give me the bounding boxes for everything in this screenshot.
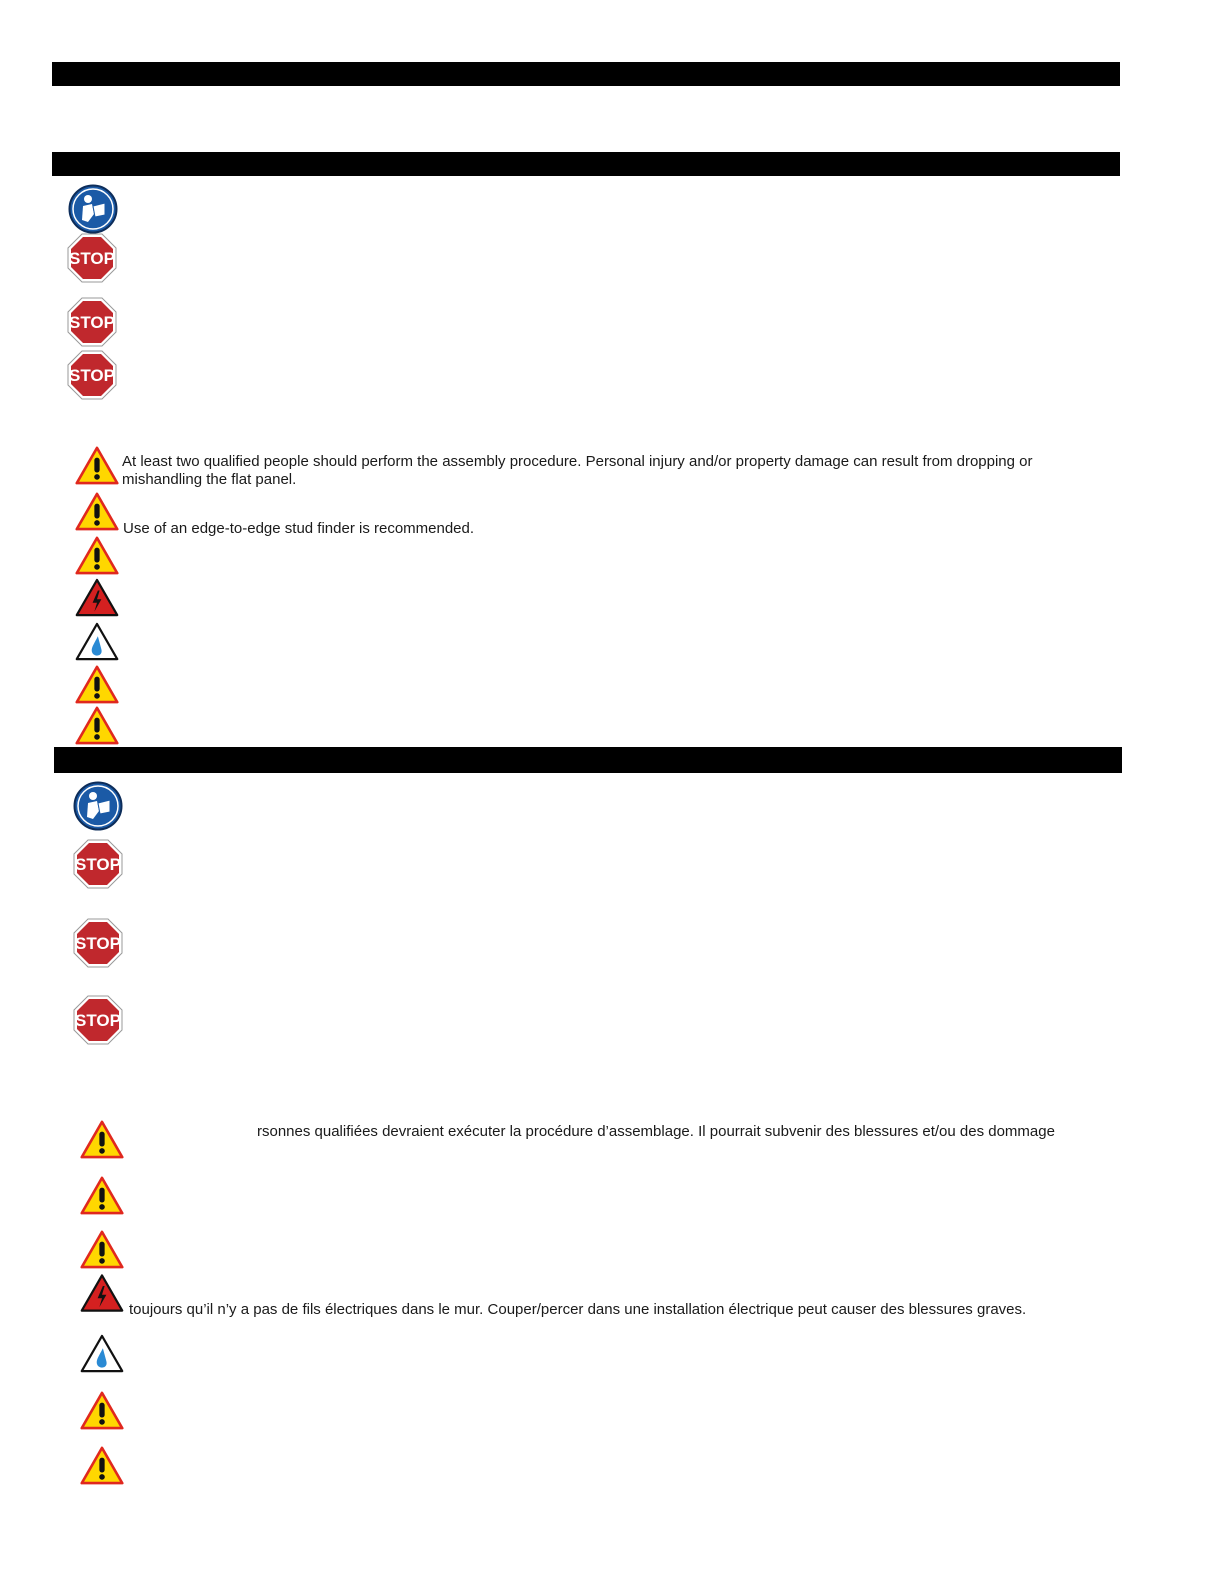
caution-triangle-icon <box>80 1446 124 1485</box>
caution-triangle-icon <box>80 1391 124 1430</box>
stop-sign-icon <box>67 350 117 400</box>
stop-sign-icon <box>73 995 123 1045</box>
stop-sign-icon <box>73 918 123 968</box>
electric-hazard-icon <box>80 1273 124 1313</box>
caution-triangle-icon <box>75 665 119 704</box>
caution-triangle-icon <box>75 706 119 745</box>
top-header-bar <box>52 62 1120 86</box>
water-hazard-icon <box>80 1334 124 1373</box>
caution-triangle-icon <box>75 446 119 485</box>
caution-triangle-icon <box>80 1120 124 1159</box>
english-warning-stud-finder: Use of an edge-to-edge stud finder is recommended. <box>123 520 475 537</box>
english-warning-two-people: At least two qualified people should perform the assembly procedure. Personal injury and/or property damage can result from dropping or mishandling the flat panel. <box>122 453 1033 488</box>
stop-sign-icon <box>73 839 123 889</box>
caution-triangle-icon <box>80 1230 124 1269</box>
read-manual-icon <box>73 781 123 831</box>
caution-triangle-icon <box>75 492 119 531</box>
electric-hazard-icon <box>75 578 119 617</box>
stop-sign-icon <box>67 297 117 347</box>
water-hazard-icon <box>75 622 119 661</box>
english-section-bar <box>52 152 1120 176</box>
caution-triangle-icon <box>80 1176 124 1215</box>
read-manual-icon <box>68 184 118 234</box>
french-warning-electrical-wires: toujours qu’il n’y a pas de fils électriques dans le mur. Couper/percer dans une installation électrique peut causer des blessures graves. <box>129 1301 1027 1318</box>
french-warning-two-people: rsonnes qualifiées devraient exécuter la procédure d’assemblage. Il pourrait subvenir des blessures et/ou des dommage <box>257 1123 1055 1140</box>
caution-triangle-icon <box>75 536 119 575</box>
stop-sign-icon <box>67 233 117 283</box>
french-section-bar <box>54 747 1122 773</box>
